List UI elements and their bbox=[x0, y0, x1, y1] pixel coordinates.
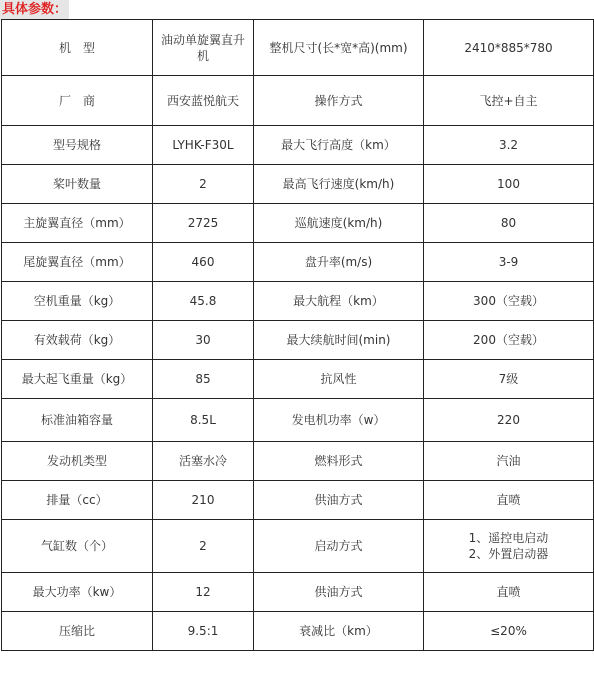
param-name: 盘升率(m/s) bbox=[304, 255, 373, 269]
param-name-cell bbox=[254, 360, 424, 399]
param-name: 供油方式 bbox=[314, 585, 363, 599]
param-name-cell bbox=[254, 399, 424, 442]
table-row bbox=[2, 282, 594, 321]
param-value: 直喷 bbox=[496, 493, 521, 507]
table-row bbox=[2, 243, 594, 282]
param-name-cell bbox=[2, 20, 153, 76]
param-name: 发动机类型 bbox=[46, 454, 107, 468]
param-value: 8.5L bbox=[190, 413, 216, 427]
param-name: 最大飞行高度（km） bbox=[281, 138, 396, 152]
table-row bbox=[2, 126, 594, 165]
param-name-cell bbox=[254, 204, 424, 243]
param-name-cell bbox=[2, 204, 153, 243]
param-name: 最高飞行速度(km/h) bbox=[282, 177, 395, 191]
param-value: ≤20% bbox=[490, 624, 527, 638]
param-value: 油动单旋翼直升机 bbox=[160, 32, 245, 63]
param-name-cell bbox=[254, 20, 424, 76]
param-value: 3.2 bbox=[498, 138, 519, 152]
param-name: 尾旋翼直径（mm） bbox=[23, 255, 131, 269]
param-value: 45.8 bbox=[189, 294, 217, 308]
table-row bbox=[2, 442, 594, 481]
param-name-cell bbox=[2, 321, 153, 360]
param-value-cell bbox=[153, 321, 254, 360]
table-row bbox=[2, 360, 594, 399]
param-name-cell bbox=[254, 76, 424, 126]
param-name: 最大起飞重量（kg） bbox=[21, 372, 133, 386]
param-value-cell bbox=[153, 612, 254, 651]
table-row bbox=[2, 520, 594, 573]
param-value: 85 bbox=[195, 372, 211, 386]
param-value: 100 bbox=[497, 177, 520, 191]
param-value-cell bbox=[153, 282, 254, 321]
param-name: 整机尺寸(长*宽*高)(mm) bbox=[269, 40, 408, 55]
param-name-cell bbox=[254, 481, 424, 520]
param-value: 直喷 bbox=[496, 585, 521, 599]
param-value-cell bbox=[424, 204, 594, 243]
param-name-cell bbox=[2, 612, 153, 651]
param-name: 桨叶数量 bbox=[52, 177, 101, 191]
param-name-cell bbox=[254, 612, 424, 651]
param-value-cell bbox=[424, 481, 594, 520]
param-value-cell bbox=[153, 165, 254, 204]
param-value-cell bbox=[153, 520, 254, 573]
param-value-cell bbox=[424, 126, 594, 165]
param-name: 排量（cc） bbox=[46, 493, 108, 507]
param-value: 30 bbox=[195, 333, 211, 347]
param-name-cell bbox=[2, 442, 153, 481]
param-value: 汽油 bbox=[496, 454, 521, 468]
param-value: 80 bbox=[500, 216, 517, 230]
table-row bbox=[2, 573, 594, 612]
param-name-cell bbox=[254, 282, 424, 321]
param-value-cell bbox=[153, 573, 254, 612]
table-row bbox=[2, 76, 594, 126]
param-value-cell bbox=[424, 399, 594, 442]
param-name: 厂 商 bbox=[58, 93, 95, 108]
param-value-cell bbox=[424, 243, 594, 282]
param-value-cell bbox=[424, 612, 594, 651]
param-name-cell bbox=[2, 520, 153, 573]
table-row bbox=[2, 481, 594, 520]
param-value: 3-9 bbox=[498, 255, 519, 269]
table-row bbox=[2, 204, 594, 243]
param-name-cell bbox=[2, 243, 153, 282]
param-value: 2、外置启动器 bbox=[468, 547, 549, 561]
param-name: 机 型 bbox=[58, 40, 95, 55]
param-value: 飞控+自主 bbox=[479, 93, 538, 108]
param-name: 最大航程（km） bbox=[293, 294, 384, 308]
param-name: 型号规格 bbox=[52, 138, 101, 152]
table-row bbox=[2, 399, 594, 442]
param-value: 2410*885*780 bbox=[464, 40, 553, 55]
spec-table bbox=[1, 19, 594, 651]
param-value-cell bbox=[424, 520, 594, 573]
param-name: 主旋翼直径（mm） bbox=[23, 216, 131, 230]
param-value-cell bbox=[153, 442, 254, 481]
param-name: 巡航速度(km/h) bbox=[294, 216, 383, 230]
param-value-cell bbox=[153, 20, 254, 76]
param-value: 210 bbox=[191, 493, 215, 507]
param-value: 1、遥控电启动 bbox=[468, 531, 549, 545]
table-row bbox=[2, 321, 594, 360]
param-name-cell bbox=[2, 573, 153, 612]
param-value: 12 bbox=[195, 585, 211, 599]
param-name: 气缸数（个） bbox=[40, 539, 113, 553]
param-name: 燃料形式 bbox=[314, 454, 363, 468]
param-name: 启动方式 bbox=[314, 539, 363, 553]
param-name: 标准油箱容量 bbox=[40, 413, 113, 427]
param-value: 460 bbox=[191, 255, 215, 269]
param-value-cell bbox=[424, 282, 594, 321]
param-value-cell bbox=[424, 321, 594, 360]
section-heading: 具体参数： bbox=[0, 0, 69, 20]
param-name-cell bbox=[254, 243, 424, 282]
param-value: 200（空载） bbox=[473, 333, 544, 347]
param-value-cell bbox=[153, 76, 254, 126]
param-name-cell bbox=[2, 165, 153, 204]
param-name-cell bbox=[2, 126, 153, 165]
param-value-cell bbox=[424, 20, 594, 76]
param-value: 西安蓝悦航天 bbox=[166, 93, 239, 108]
param-name: 供油方式 bbox=[314, 493, 363, 507]
param-value: 220 bbox=[497, 413, 520, 427]
param-name: 操作方式 bbox=[314, 93, 363, 108]
param-name-cell bbox=[2, 76, 153, 126]
table-row bbox=[2, 612, 594, 651]
param-name: 衰减比（km） bbox=[299, 624, 378, 638]
param-name-cell bbox=[254, 126, 424, 165]
param-value: 2 bbox=[199, 539, 207, 553]
param-name-cell bbox=[254, 573, 424, 612]
table-row bbox=[2, 165, 594, 204]
param-value-cell bbox=[153, 360, 254, 399]
param-value-cell bbox=[153, 243, 254, 282]
param-name: 有效载荷（kg） bbox=[33, 333, 121, 347]
param-value-cell bbox=[424, 76, 594, 126]
param-value: LYHK-F30L bbox=[172, 138, 234, 152]
param-value-cell bbox=[424, 442, 594, 481]
param-value-cell bbox=[153, 399, 254, 442]
param-name: 最大功率（kw） bbox=[32, 585, 122, 599]
param-name-cell bbox=[254, 442, 424, 481]
param-value-cell bbox=[153, 481, 254, 520]
param-name: 压缩比 bbox=[58, 624, 95, 638]
param-name-cell bbox=[2, 481, 153, 520]
param-name-cell bbox=[254, 321, 424, 360]
param-value: 2725 bbox=[187, 216, 219, 230]
param-name-cell bbox=[254, 165, 424, 204]
table-row bbox=[2, 20, 594, 76]
param-value-cell bbox=[424, 360, 594, 399]
param-value: 7级 bbox=[498, 372, 519, 386]
param-name: 发电机功率（w） bbox=[291, 413, 386, 427]
param-value: 活塞水冷 bbox=[178, 454, 227, 468]
param-name-cell bbox=[2, 360, 153, 399]
param-name: 空机重量（kg） bbox=[33, 294, 121, 308]
param-value: 9.5:1 bbox=[187, 624, 219, 638]
param-value-cell bbox=[153, 126, 254, 165]
param-value: 300（空载） bbox=[473, 294, 544, 308]
param-value-cell bbox=[424, 573, 594, 612]
param-value: 2 bbox=[199, 177, 207, 191]
param-name: 最大续航时间(min) bbox=[286, 333, 391, 347]
param-value-cell bbox=[153, 204, 254, 243]
param-name-cell bbox=[254, 520, 424, 573]
param-value-cell bbox=[424, 165, 594, 204]
param-name-cell bbox=[2, 282, 153, 321]
param-name-cell bbox=[2, 399, 153, 442]
param-name: 抗风性 bbox=[320, 372, 357, 386]
